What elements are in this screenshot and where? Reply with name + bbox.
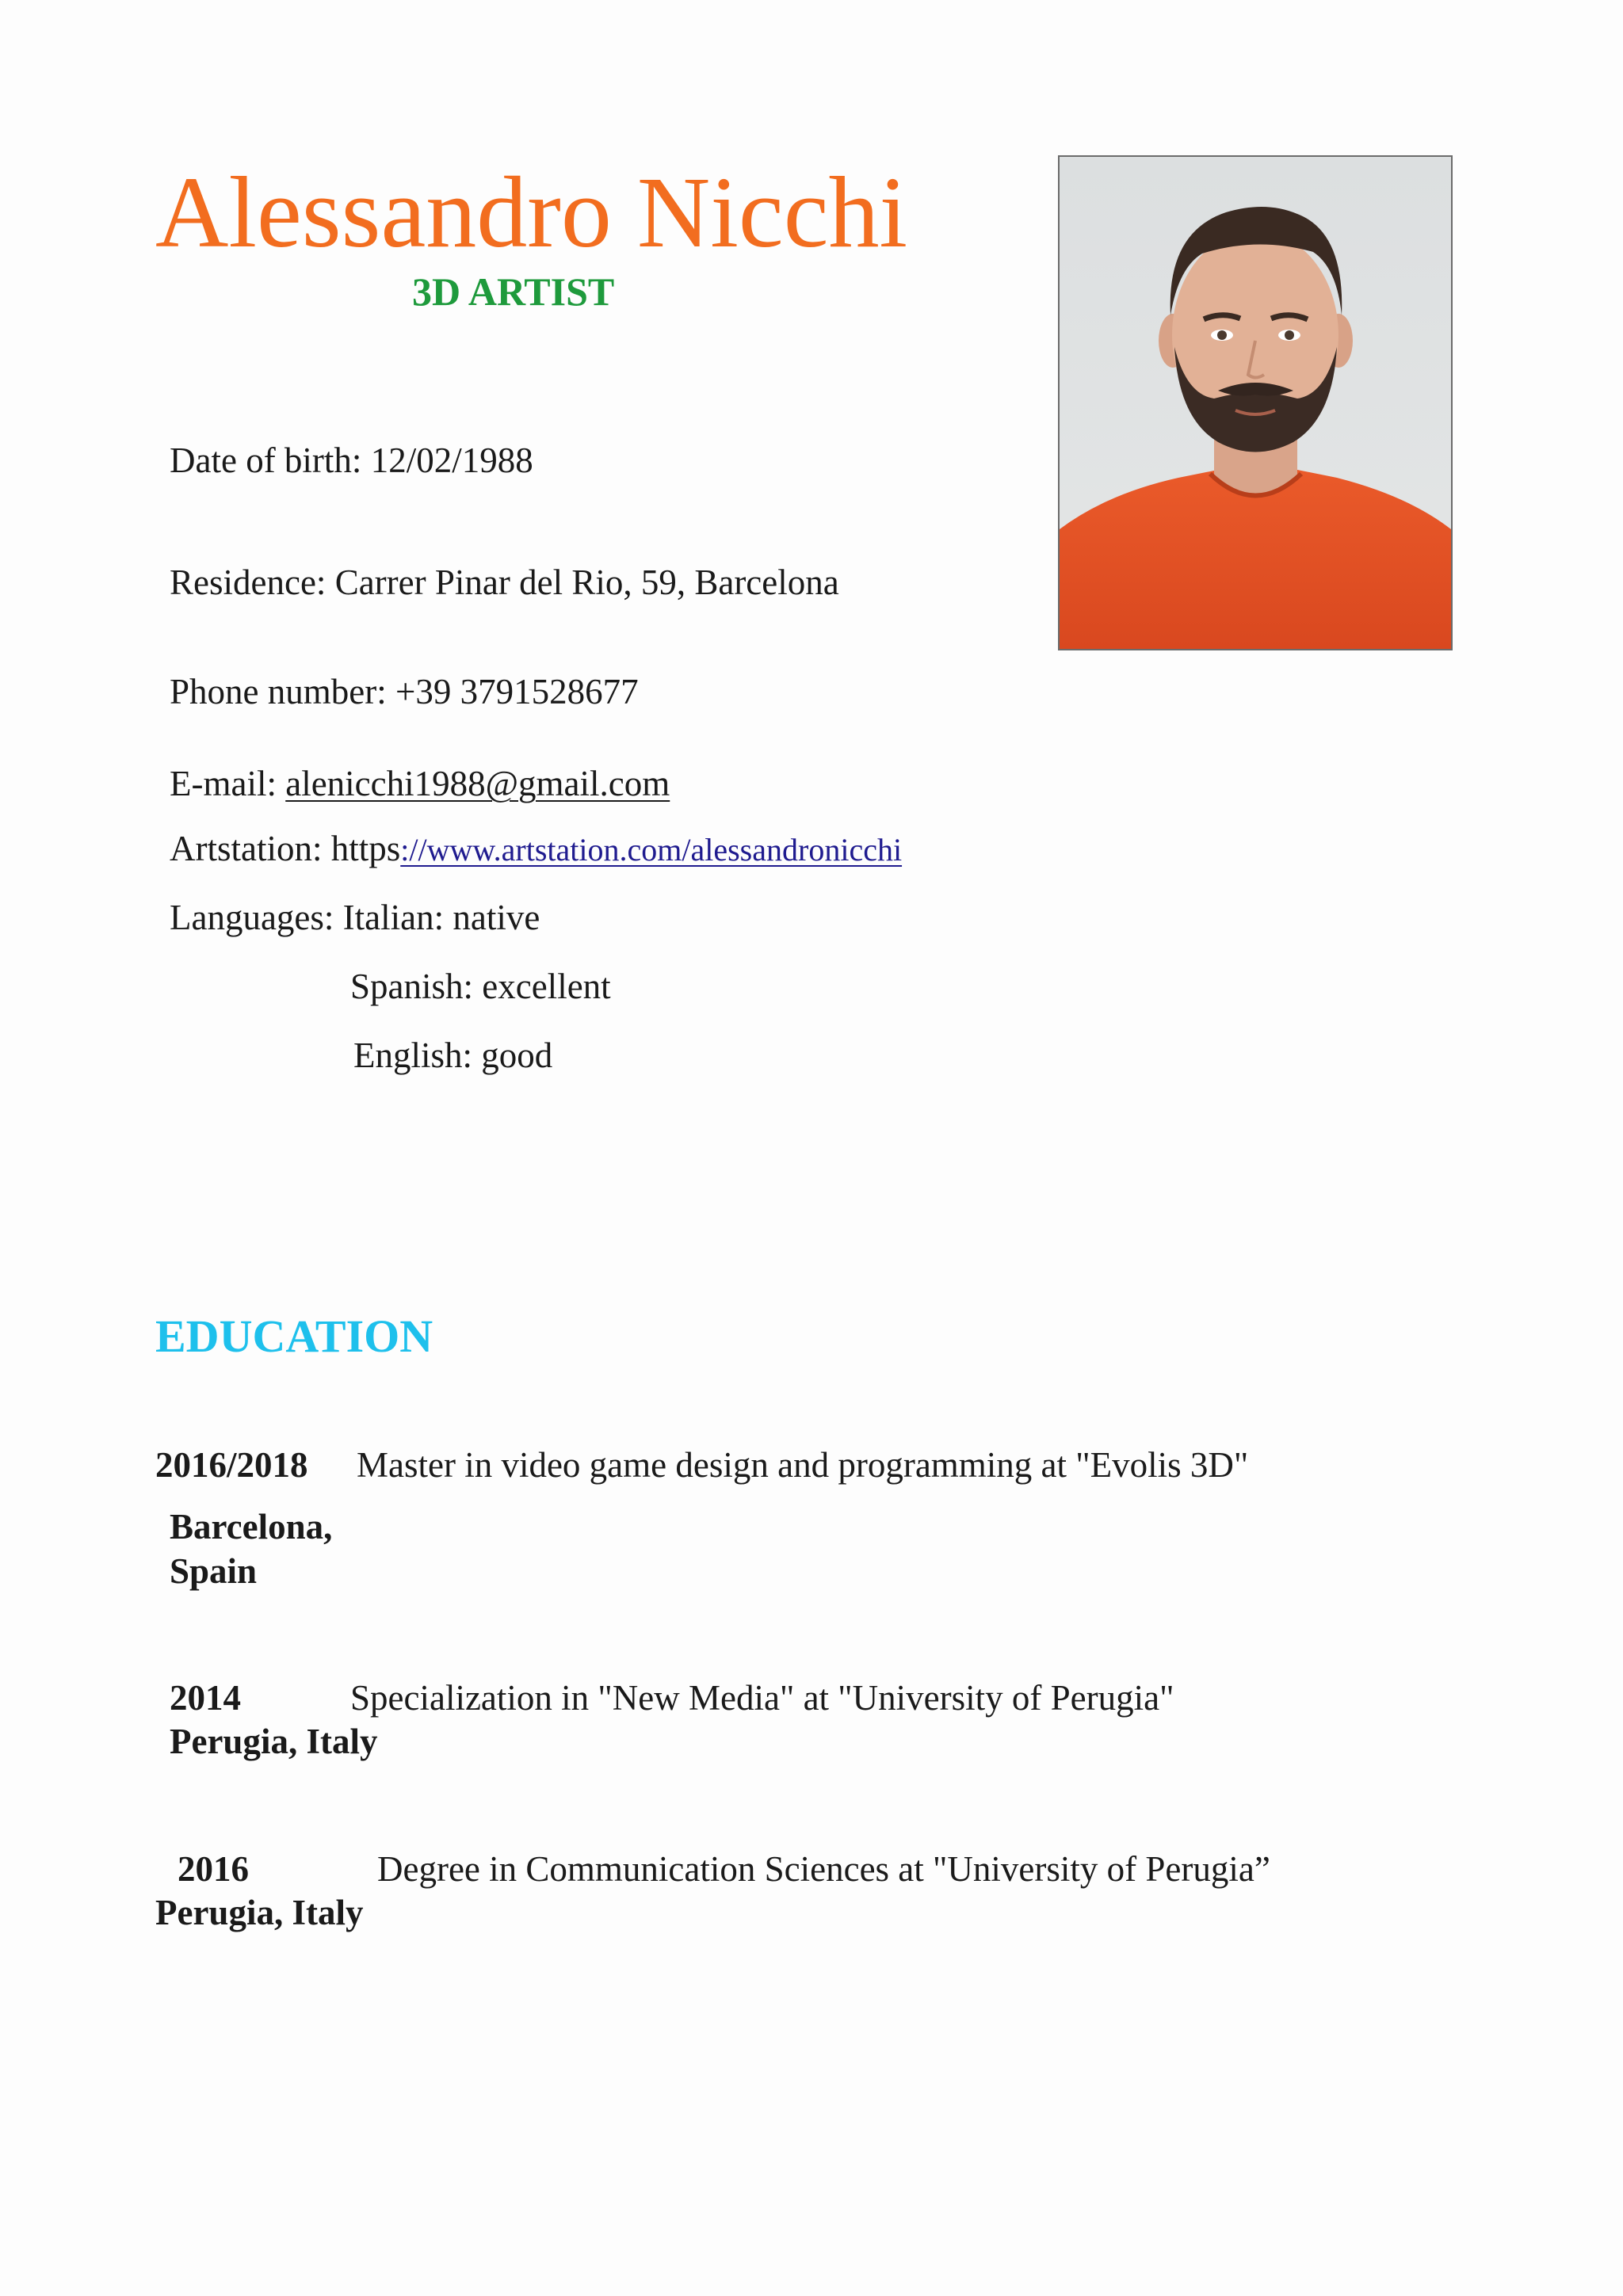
portrait-photo [1058,155,1453,650]
dob-value: 12/02/1988 [370,441,533,480]
education-year: 2014 [170,1678,241,1718]
email-label: E-mail: [170,764,277,803]
language-italian: Italian: native [342,898,540,937]
education-year: 2016/2018 [155,1445,308,1485]
languages [170,896,540,939]
dob-label: Date of birth: [170,441,362,480]
candidate-name: Alessandro Nicchi [155,156,908,269]
education-description: Specialization in "New Media" at "University of Perugia" [350,1678,1174,1718]
residence-label: Residence: [170,563,327,602]
phone-number [170,670,639,713]
artstation-label: Artstation: [170,829,323,868]
education-description: Degree in Communication Sciences at "University of Perugia” [377,1849,1270,1889]
education-location: Perugia, Italy [170,1722,378,1761]
education-location: Barcelona, [170,1507,333,1547]
portrait-photo-icon [1060,157,1451,649]
artstation [170,827,902,871]
education-heading: EDUCATION [155,1310,433,1362]
phone-label: Phone number: [170,672,387,711]
language-spanish: Spanish: excellent [350,967,611,1006]
education-location: Spain [170,1551,258,1591]
education-location: Perugia, Italy [155,1893,364,1932]
candidate-role: 3D ARTIST [412,269,615,314]
phone-value: +39 3791528677 [395,672,639,711]
education-year: 2016 [178,1849,249,1889]
email [170,762,670,805]
artstation-prefix: https [330,829,401,868]
education-description: Master in video game design and programming at "Evolis 3D" [357,1445,1249,1485]
residence-value: Carrer Pinar del Rio, 59, Barcelona [334,563,839,602]
date-of-birth [170,439,533,482]
artstation-link[interactable]: ://www.artstation.com/alessandronicchi [400,832,903,868]
language-english: English: good [353,1035,553,1075]
residence [170,561,839,604]
email-link[interactable]: alenicchi1988@gmail.com [285,764,670,803]
languages-label: Languages: [170,898,334,937]
